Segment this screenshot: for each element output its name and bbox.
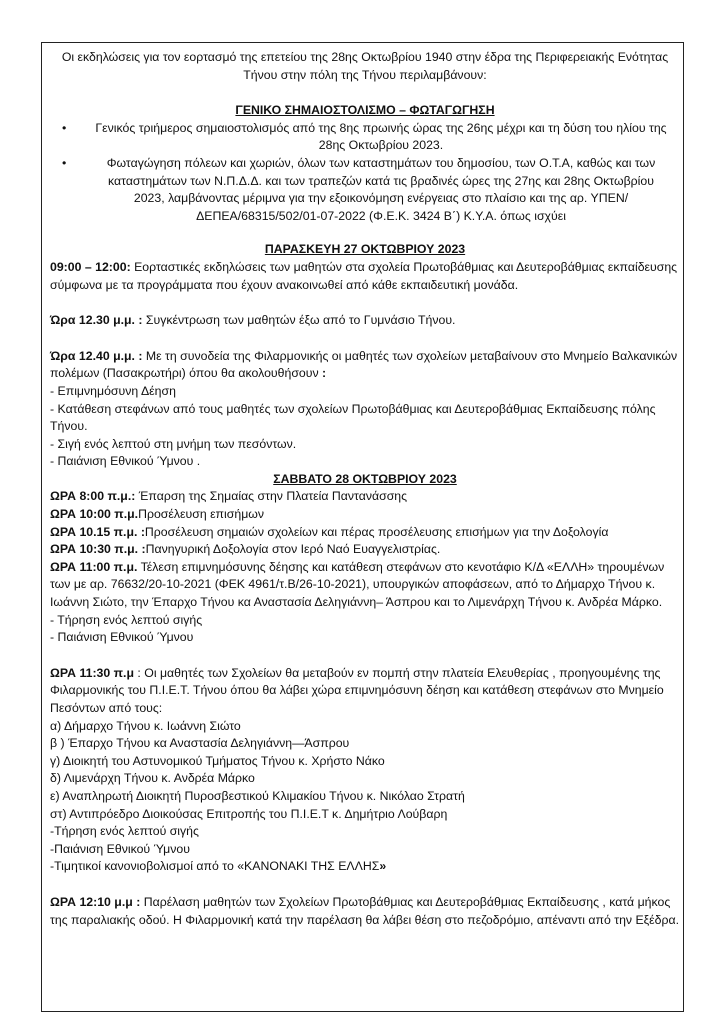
event-time: ΩΡΑ 10:30 π.μ. : — [50, 542, 146, 557]
saturday-event-6-item: -Παιάνιση Εθνικού Ύμνου — [50, 841, 190, 856]
event-time: ΩΡΑ 10:00 π.μ. — [50, 507, 139, 522]
saturday-event-6-item: στ) Αντιπρόεδρο Διοικούσας Επιτροπής του Π.Ι.Ε.Τ κ. Δημήτριο Λούβαρη — [50, 806, 448, 821]
closing-quote: » — [379, 859, 387, 874]
friday-event-3-item: - Παιάνιση Εθνικού Ύμνου . — [50, 454, 201, 469]
saturday-event-6-item: δ) Λιμενάρχη Τήνου κ. Ανδρέα Μάρκο — [50, 771, 255, 786]
flags-list — [50, 120, 680, 226]
intro-paragraph: Οι εκδηλώσεις για τον εορτασμό της επετείου της 28ης Οκτωβρίου 1940 στην έδρα της Περιφερειακής Ενότητας Τήνου στην πόλη της Τήνου περιλαμβάνουν: — [61, 50, 669, 82]
event-time: ΩΡΑ 11:30 π.μ — [50, 665, 134, 680]
document-body — [50, 49, 680, 929]
event-time: Ώρα 12.40 μ.μ. : — [50, 348, 143, 363]
friday-event-3-item: - Σιγή ενός λεπτού στη μνήμη των πεσόντων. — [50, 436, 297, 451]
event-text: Προσέλευση επισήμων — [138, 507, 265, 522]
friday-event-3-item: - Κατάθεση στεφάνων από τους μαθητές των σχολείων Πρωτοβάθμιας και Δευτεροβάθμιας Εκπαίδευσης πόλης Τήνου. — [50, 401, 656, 434]
saturday-event-1 — [50, 488, 680, 506]
event-time: ΩΡΑ 12:10 μ.μ : — [50, 894, 141, 909]
saturday-heading: ΣΑΒΒΑΤΟ 28 ΟΚΤΩΒΡΙΟΥ 2023 — [273, 471, 457, 486]
event-time: ΩΡΑ 10.15 π.μ. : — [50, 524, 145, 539]
friday-event-1 — [50, 259, 680, 294]
saturday-event-6-last-item — [50, 858, 680, 876]
event-text: Παρέλαση μαθητών των Σχολείων Πρωτοβάθμιας και Δευτεροβάθμιας Εκπαίδευσης , κατά μήκος της παραλιακής οδού. Η Φιλαρμονική κατά την παρέλαση θα λάβει θέση στο πεζοδρόμιο, απέναντι από την Εξέδρα. — [50, 894, 680, 927]
saturday-event-5-item: - Παιάνιση Εθνικού Ύμνου — [50, 630, 194, 645]
saturday-event-5 — [50, 559, 680, 612]
event-text: Εορταστικές εκδηλώσεις των μαθητών στα σχολεία Πρωτοβάθμιας και Δευτεροβάθμιας εκπαίδευσης σύμφωνα με τα προγράμματα που έχουν ανακοινωθεί από κάθε εκπαιδευτική μονάδα. — [50, 259, 678, 292]
event-colon: : — [318, 366, 327, 381]
friday-heading: ΠΑΡΑΣΚΕΥΗ 27 ΟΚΤΩΒΡΙΟΥ 2023 — [264, 242, 466, 257]
flags-heading: ΓΕΝΙΚΟ ΣΗΜΑΙΟΣΤΟΛΙΣΜΟ – ΦΩΤΑΓΩΓΗΣΗ — [235, 103, 495, 118]
event-time: 09:00 – 12:00: — [50, 259, 131, 274]
saturday-event-6 — [50, 665, 680, 718]
flags-bullet: • Γενικός τριήμερος σημαιοστολισμός από της 8ης πρωινής ώρας της 26ης μέχρι και τη δύση του ηλίου της 28ης Οκτωβρίου 2023. — [50, 120, 680, 155]
friday-event-3-item: - Επιμνημόσυνη Δέηση — [50, 383, 176, 398]
event-time: ΩΡΑ 11:00 π.μ. — [50, 559, 138, 574]
saturday-event-2 — [50, 506, 680, 524]
saturday-event-4 — [50, 541, 680, 559]
friday-event-3 — [50, 348, 680, 383]
saturday-event-6-item: α) Δήμαρχο Τήνου κ. Ιωάννη Σιώτο — [50, 718, 241, 733]
friday-event-2 — [50, 312, 680, 330]
saturday-event-3 — [50, 524, 680, 542]
event-text: Πανηγυρική Δοξολογία στον Ιερό Ναό Ευαγγελιστρίας. — [145, 542, 441, 557]
saturday-event-6-item: γ) Διοικητή του Αστυνομικού Τμήματος Τήνου κ. Χρήστο Νάκο — [50, 753, 385, 768]
event-text: Έπαρση της Σημαίας στην Πλατεία Παντανάσσης — [135, 489, 408, 504]
event-text: Τέλεση επιμνημόσυνης δέησης και κατάθεση στεφάνων στο κενοτάφιο Κ/Δ «ΕΛΛΗ» τηρουμένων των με αρ. 76632/20-10-2021 (ΦΕΚ 4961/τ.Β/26-10-2021), υπουργικών αποφάσεων, από το Δήμαρχο Τήνου κ. Ιωάννη Σιώτο, την Έπαρχο Τήνου κα Αναστασία Δεληγιάννη– Άσπρου και το Λιμενάρχη Τήνου κ. Ανδρέα Μάρκο. — [50, 559, 665, 610]
saturday-event-5-item: - Τήρηση ενός λεπτού σιγής — [50, 612, 203, 627]
saturday-event-7 — [50, 894, 680, 929]
event-text: Συγκέντρωση των μαθητών έξω από το Γυμνάσιο Τήνου. — [142, 313, 456, 328]
event-time: ΩΡΑ 8:00 π.μ.: — [50, 489, 136, 504]
saturday-event-6-item: β ) Έπαρχο Τήνου κα Αναστασία Δεληγιάννη—Άσπρου — [50, 736, 350, 751]
event-text: Με τη συνοδεία της Φιλαρμονικής οι μαθητές των σχολείων μεταβαίνουν στο Μνημείο Βαλκανικών πολέμων (Πασακρωτήρι) όπου θα ακολουθήσουν — [50, 348, 678, 381]
flags-bullet: • Φωταγώγηση πόλεων και χωριών, όλων των καταστημάτων του δημοσίου, των Ο.Τ.Α, καθώς και των καταστημάτων των Ν.Π.Δ.Δ. και των τραπεζών κατά τις βραδινές ώρες της 27ης και 28ης Οκτωβρίου 2023, λαμβάνοντας μέριμνα για την εξοικονόμηση ενέργειας στο πλαίσιο και της αρ. ΥΠΕΝ/ΔΕΠΕΑ/68315/502/01-07-2022 (Φ.Ε.Κ. 3424 Β΄) Κ.Υ.Α. όπως ισχύει — [50, 155, 680, 225]
saturday-event-6-item: ε) Αναπληρωτή Διοικητή Πυροσβεστικού Κλιμακίου Τήνου κ. Νικόλαο Στρατή — [50, 788, 465, 803]
event-text: : Οι μαθητές των Σχολείων θα μεταβούν εν πομπή στην πλατεία Ελευθερίας , προηγουμένης της Φιλαρμονικής του Π.Ι.Ε.Τ. Τήνου όπου θα λάβει χώρα επιμνημόσυνη δέηση και κατάθεση στεφάνων στο Μνημείο Πεσόντων από τους: — [50, 665, 664, 715]
event-text: -Τιμητικοί κανονιοβολισμοί από το «ΚΑΝΟΝΑΚΙ ΤΗΣ ΕΛΛΗΣ — [50, 859, 380, 874]
event-time: Ώρα 12.30 μ.μ. : — [50, 313, 143, 328]
saturday-event-6-item: -Τήρηση ενός λεπτού σιγής — [50, 824, 199, 839]
event-text: Προσέλευση σημαιών σχολείων και πέρας προσέλευσης επισήμων για την Δοξολογία — [144, 524, 609, 539]
